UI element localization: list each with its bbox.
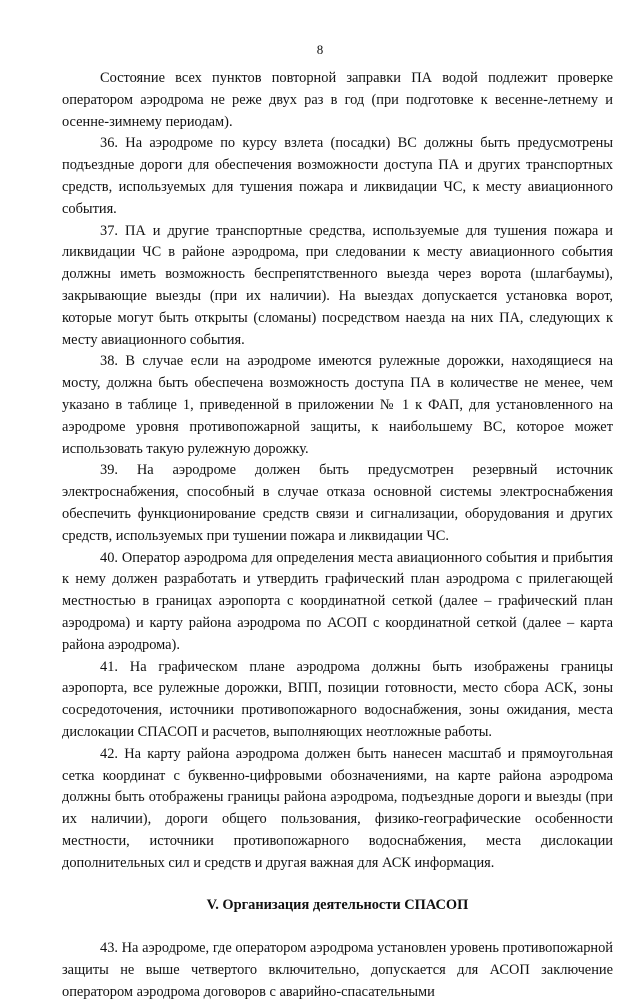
paragraph-41: 41. На графическом плане аэродрома должны быть изображены границы аэропорта, все рулежные дорожки, ВПП, позиции готовности, место сбора АСК, зоны сосредоточения, источники противопожарного водоснабжения, зоны ожидания, места дислокации СПАСОП и расчетов, выполняющих неотложные работы. <box>62 658 613 740</box>
paragraph-39: 39. На аэродроме должен быть предусмотрен резервный источник электроснабжения, способный в случае отказа основной системы электроснабжения обеспечить функционирование средств связи и сигнализации, оборудования и других средств, используемых при тушении пожара и ликвидации ЧС. <box>62 462 613 544</box>
paragraph-36: 36. На аэродроме по курсу взлета (посадки) ВС должны быть предусмотрены подъездные дороги для обеспечения возможности доступа ПА и других транспортных средств, используемых для тушения пожара и ликвидации ЧС, к месту авиационного события. <box>62 135 613 217</box>
document-body <box>62 68 613 1004</box>
paragraph-reserve-water-check: Состояние всех пунктов повторной заправки ПА водой подлежит проверке оператором аэродрома не реже двух раз в год (при подготовке к весенне-летнему и осенне-зимнему периодам). <box>62 70 613 130</box>
section-heading: V. Организация деятельности СПАСОП <box>206 897 469 914</box>
paragraph-38: 38. В случае если на аэродроме имеются рулежные дорожки, находящиеся на мосту, должна быть обеспечена возможность доступа ПА в количестве не менее, чем указано в таблице 1, приведенной в приложении № 1 к ФАП, для установленного на аэродроме уровня противопожарной защиты, к наибольшему ВС, которое может использовать такую рулежную дорожку. <box>62 353 613 457</box>
page-number: 8 <box>316 42 324 57</box>
paragraph-37: 37. ПА и другие транспортные средства, используемые для тушения пожара и ликвидации ЧС в районе аэродрома, при следовании к месту авиационного события должны иметь возможность беспрепятственного выезда через ворота (шлагбаумы), закрывающие выезды (при их наличии). На выездах допускается установка ворот, которые могут быть открыты (сломаны) посредством наезда на них ПА, следующих к месту авиационного события. <box>62 222 613 348</box>
paragraph-43: 43. На аэродроме, где оператором аэродрома установлен уровень противопожарной защиты не выше четвертого включительно, допускается для АСОП заключение оператором аэродрома договоров с аварийно-спасательными <box>62 940 613 1000</box>
paragraph-40: 40. Оператор аэродрома для определения места авиационного события и прибытия к нему должен разработать и утвердить графический план аэродрома с прилегающей местностью в границах аэропорта с координатной сеткой (далее – графический план аэродрома) и карту района аэродрома по АСОП с координатной сеткой (далее – карта района аэродрома). <box>62 549 613 653</box>
paragraph-42: 42. На карту района аэродрома должен быть нанесен масштаб и прямоугольная сетка координат с буквенно-цифровыми обозначениями, на карте района аэродрома должны быть отображены границы района аэродрома, подъездные дороги и выезды (при их наличии), дороги общего пользования, физико-географические особенности местности, источники противопожарного водоснабжения, места дислокации дополнительных сил и средств и другая важная для АСК информация. <box>62 745 613 871</box>
